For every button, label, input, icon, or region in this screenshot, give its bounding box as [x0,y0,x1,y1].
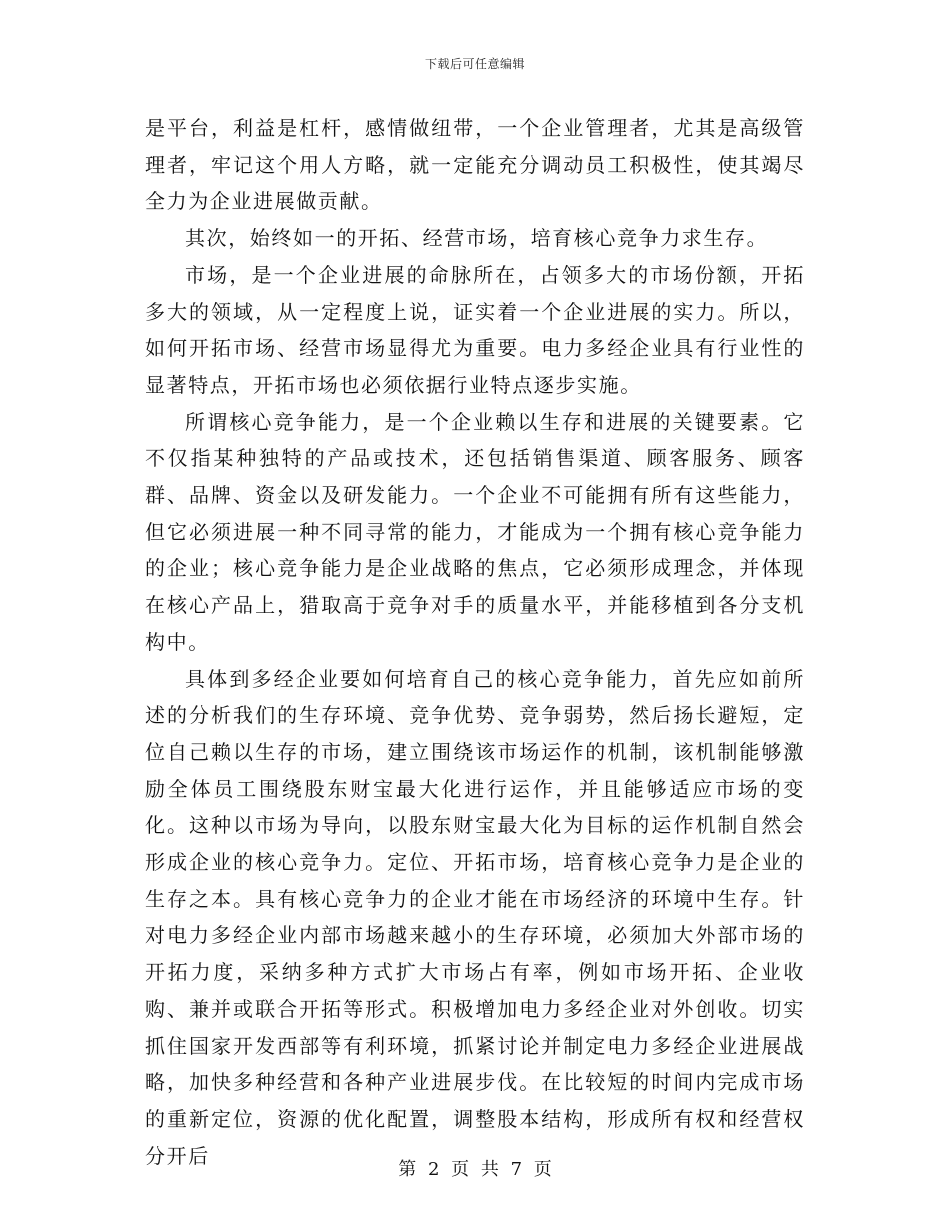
page-number-footer: 第 2 页 共 7 页 [398,1159,552,1180]
paragraph-1: 是平台，利益是杠杆，感情做纽带，一个企业管理者，尤其是高级管理者，牢记这个用人方略，就一定能充分调动员工积极性，使其竭尽全力为企业进展做贡献。 [145,116,805,214]
paragraph-3: 市场，是一个企业进展的命脉所在，占领多大的市场份额，开拓多大的领域，从一定程度上说，证实着一个企业进展的实力。所以，如何开拓市场、经营市场显得尤为重要。电力多经企业具有行业性的显著特点，开拓市场也必须依据行业特点逐步实施。 [145,262,805,397]
document-body [145,110,805,1174]
paragraph-2: 其次，始终如一的开拓、经营市场，培育核心竞争力求生存。 [185,226,769,251]
header-note: 下载后可任意编辑 [424,57,525,71]
paragraph-4: 所谓核心竞争能力，是一个企业赖以生存和进展的关键要素。它不仅指某种独特的产品或技术，还包括销售渠道、顾客服务、顾客群、品牌、资金以及研发能力。一个企业不可能拥有所有这些能力，但它必须进展一种不同寻常的能力，才能成为一个拥有核心竞争能力的企业；核心竞争能力是企业战略的焦点，它必须形成理念，并体现在核心产品上，猎取高于竞争对手的质量水平，并能移植到各分支机构中。 [145,409,805,654]
paragraph-5: 具体到多经企业要如何培育自己的核心竞争能力，首先应如前所述的分析我们的生存环境、竞争优势、竞争弱势，然后扬长避短，定位自己赖以生存的市场，建立围绕该市场运作的机制，该机制能够激励全体员工围绕股东财宝最大化进行运作，并且能够适应市场的变化。这种以市场为导向，以股东财宝最大化为目标的运作机制自然会形成企业的核心竞争力。定位、开拓市场，培育核心竞争力是企业的生存之本。具有核心竞争力的企业才能在市场经济的环境中生存。针对电力多经企业内部市场越来越小的生存环境，必须加大外部市场的开拓力度，采纳多种方式扩大市场占有率，例如市场开拓、企业收购、兼并或联合开拓等形式。积极增加电力多经企业对外创收。切实抓住国家开发西部等有利环境，抓紧讨论并制定电力多经企业进展战略，加快多种经营和各种产业进展步伐。在比较短的时间内完成市场的重新定位，资源的优化配置，调整股本结构，形成所有权和经营权分开后 [145,666,805,1168]
